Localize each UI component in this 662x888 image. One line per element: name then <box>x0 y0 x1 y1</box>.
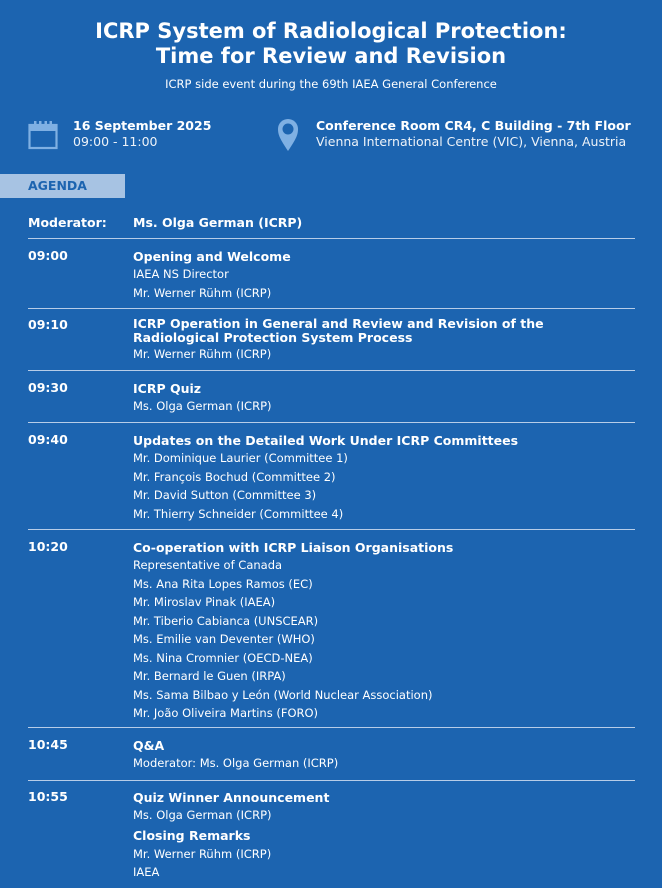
agenda-speaker: Ms. Olga German (ICRP) <box>133 808 272 822</box>
title-line-1: ICRP System of Radiological Protection: <box>95 19 567 43</box>
agenda-speaker: Mr. Bernard le Guen (IRPA) <box>133 669 286 683</box>
page-title <box>0 19 662 69</box>
event-venue: Vienna International Centre (VIC), Vienna, Austria <box>316 134 627 149</box>
agenda-speaker: Ms. Ana Rita Lopes Ramos (EC) <box>133 576 313 591</box>
agenda-speaker: Ms. Olga German (ICRP) <box>133 399 272 413</box>
agenda-time: 10:20 <box>28 539 68 554</box>
agenda-speaker: Mr. Werner Rühm (ICRP) <box>133 846 272 861</box>
event-date: 16 September 2025 <box>73 118 212 133</box>
agenda-time: 09:40 <box>28 432 68 447</box>
agenda-speaker: Moderator: Ms. Olga German (ICRP) <box>133 756 339 770</box>
agenda-speaker: Mr. Tiberio Cabianca (UNSCEAR) <box>133 613 319 628</box>
calendar-icon <box>28 120 58 150</box>
location-pin-icon <box>276 117 300 153</box>
agenda-speaker: Mr. Werner Rühm (ICRP) <box>133 285 272 300</box>
agenda-speaker: Mr. João Oliveira Martins (FORO) <box>133 706 319 720</box>
agenda-speaker: Mr. David Sutton (Committee 3) <box>133 488 317 502</box>
agenda-speaker: Mr. Miroslav Pinak (IAEA) <box>133 595 276 609</box>
divider <box>28 422 635 423</box>
agenda-title: Closing Remarks <box>133 827 251 843</box>
divider <box>28 308 635 309</box>
agenda-time: 10:55 <box>28 789 68 804</box>
agenda-title: Opening and Welcome <box>133 249 291 264</box>
agenda-speaker: Ms. Sama Bilbao y León (World Nuclear Association) <box>133 687 433 702</box>
agenda-title-line-2: Radiological Protection System Process <box>133 330 413 345</box>
agenda-speaker: IAEA <box>133 865 160 879</box>
agenda-speaker: Mr. Werner Rühm (ICRP) <box>133 347 272 361</box>
moderator-label: Moderator: <box>28 215 107 230</box>
agenda-title: Updates on the Detailed Work Under ICRP Committees <box>133 433 519 448</box>
agenda-speaker: Mr. Dominique Laurier (Committee 1) <box>133 451 348 465</box>
agenda-speaker: Mr. Thierry Schneider (Committee 4) <box>133 506 344 521</box>
divider <box>28 529 635 530</box>
divider <box>28 238 635 239</box>
agenda-time: 09:10 <box>28 317 68 332</box>
moderator-name: Ms. Olga German (ICRP) <box>133 215 303 230</box>
agenda-title: Co-operation with ICRP Liaison Organisations <box>133 540 454 555</box>
agenda-time: 09:30 <box>28 380 68 395</box>
agenda-speaker: Representative of Canada <box>133 558 283 572</box>
event-date-block <box>73 118 211 150</box>
title-line-2: Time for Review and Revision <box>155 44 507 68</box>
agenda-title: Quiz Winner Announcement <box>133 790 330 805</box>
agenda-speaker: IAEA NS Director <box>133 267 229 281</box>
agenda-label: AGENDA <box>0 174 125 198</box>
agenda-time: 09:00 <box>28 248 68 263</box>
subtitle: ICRP side event during the 69th IAEA General Conference <box>165 77 497 91</box>
event-time: 09:00 - 11:00 <box>73 134 158 149</box>
agenda-title-line-1: ICRP Operation in General and Review and Revision of the <box>133 316 544 331</box>
event-room: Conference Room CR4, C Building - 7th Floor <box>316 118 631 133</box>
divider <box>28 370 635 371</box>
agenda-speaker: Mr. François Bochud (Committee 2) <box>133 469 336 484</box>
divider <box>28 727 635 728</box>
agenda-time: 10:45 <box>28 737 68 752</box>
agenda-speaker: Ms. Nina Cromnier (OECD-NEA) <box>133 650 313 665</box>
divider <box>28 780 635 781</box>
event-venue-block <box>316 118 631 150</box>
agenda-speaker: Ms. Emilie van Deventer (WHO) <box>133 632 315 646</box>
agenda-title: Q&A <box>133 738 165 753</box>
agenda-title: ICRP Quiz <box>133 381 202 396</box>
